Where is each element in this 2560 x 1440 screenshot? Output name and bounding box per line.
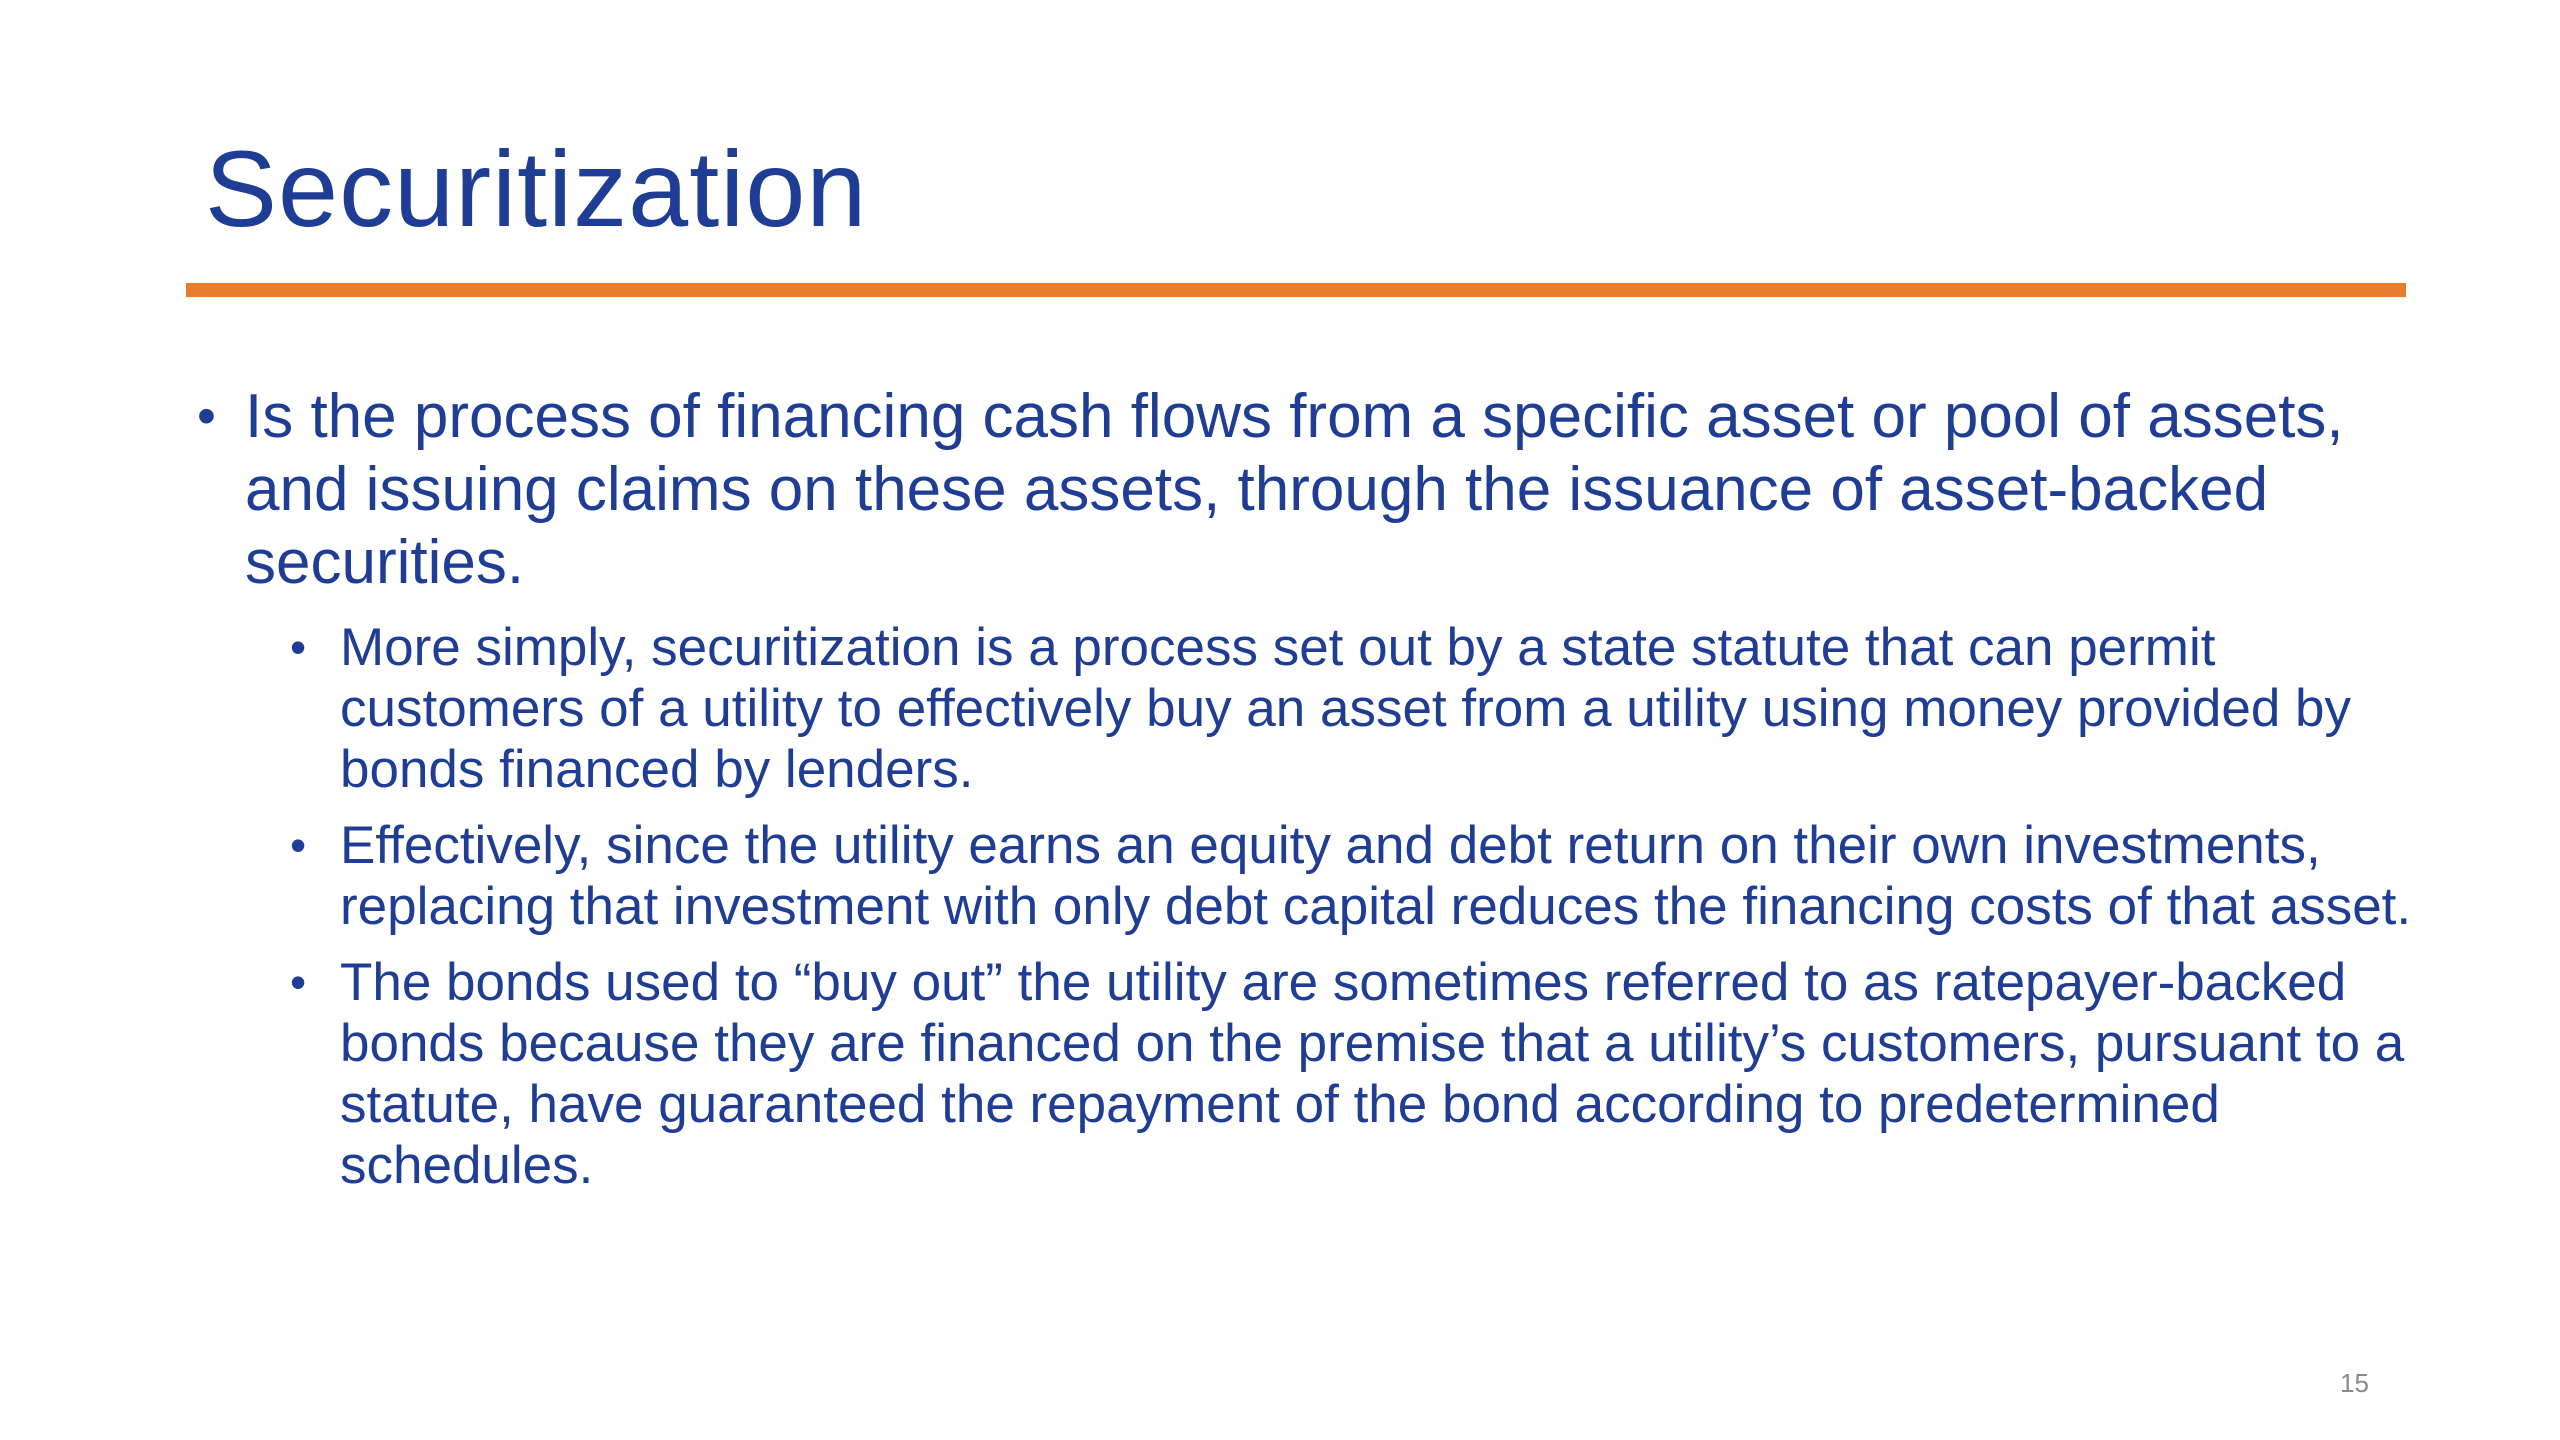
bullet-glyph: • xyxy=(290,819,307,871)
sub-bullet-3 xyxy=(290,952,2435,1196)
bullet-glyph: • xyxy=(197,386,216,446)
title-divider xyxy=(186,283,2406,297)
sub-bullet-1-text: More simply, securitization is a process set out by a state statute that can permit customers of a utility to effectively buy an asset from a utility using money provided by bonds financed by lenders. xyxy=(340,618,2352,799)
sub-bullet-3-text: The bonds used to “buy out” the utility are sometimes referred to as ratepayer-backed bonds because they are financed on the premise that a utility’s customers, pursuant to a statute, have guaranteed the repayment of the bond according to predetermined schedules. xyxy=(340,953,2405,1195)
sub-bullet-list xyxy=(195,617,2435,1196)
sub-bullet-1 xyxy=(290,617,2435,800)
sub-bullet-2 xyxy=(290,815,2435,937)
slide-title: Securitization xyxy=(205,128,868,249)
bullet-glyph: • xyxy=(290,956,307,1008)
bullet-main-text: Is the process of financing cash flows from a specific asset or pool of assets, and issuing claims on these assets, through the issuance of asset-backed securities. xyxy=(245,382,2344,597)
page-number: 15 xyxy=(2340,1368,2369,1398)
bullet-glyph: • xyxy=(290,621,307,673)
bullet-main xyxy=(195,380,2435,599)
slide-body xyxy=(195,380,2435,1196)
sub-bullet-2-text: Effectively, since the utility earns an equity and debt return on their own investments, replacing that investment with only debt capital reduces the financing costs of that asset. xyxy=(340,816,2412,936)
